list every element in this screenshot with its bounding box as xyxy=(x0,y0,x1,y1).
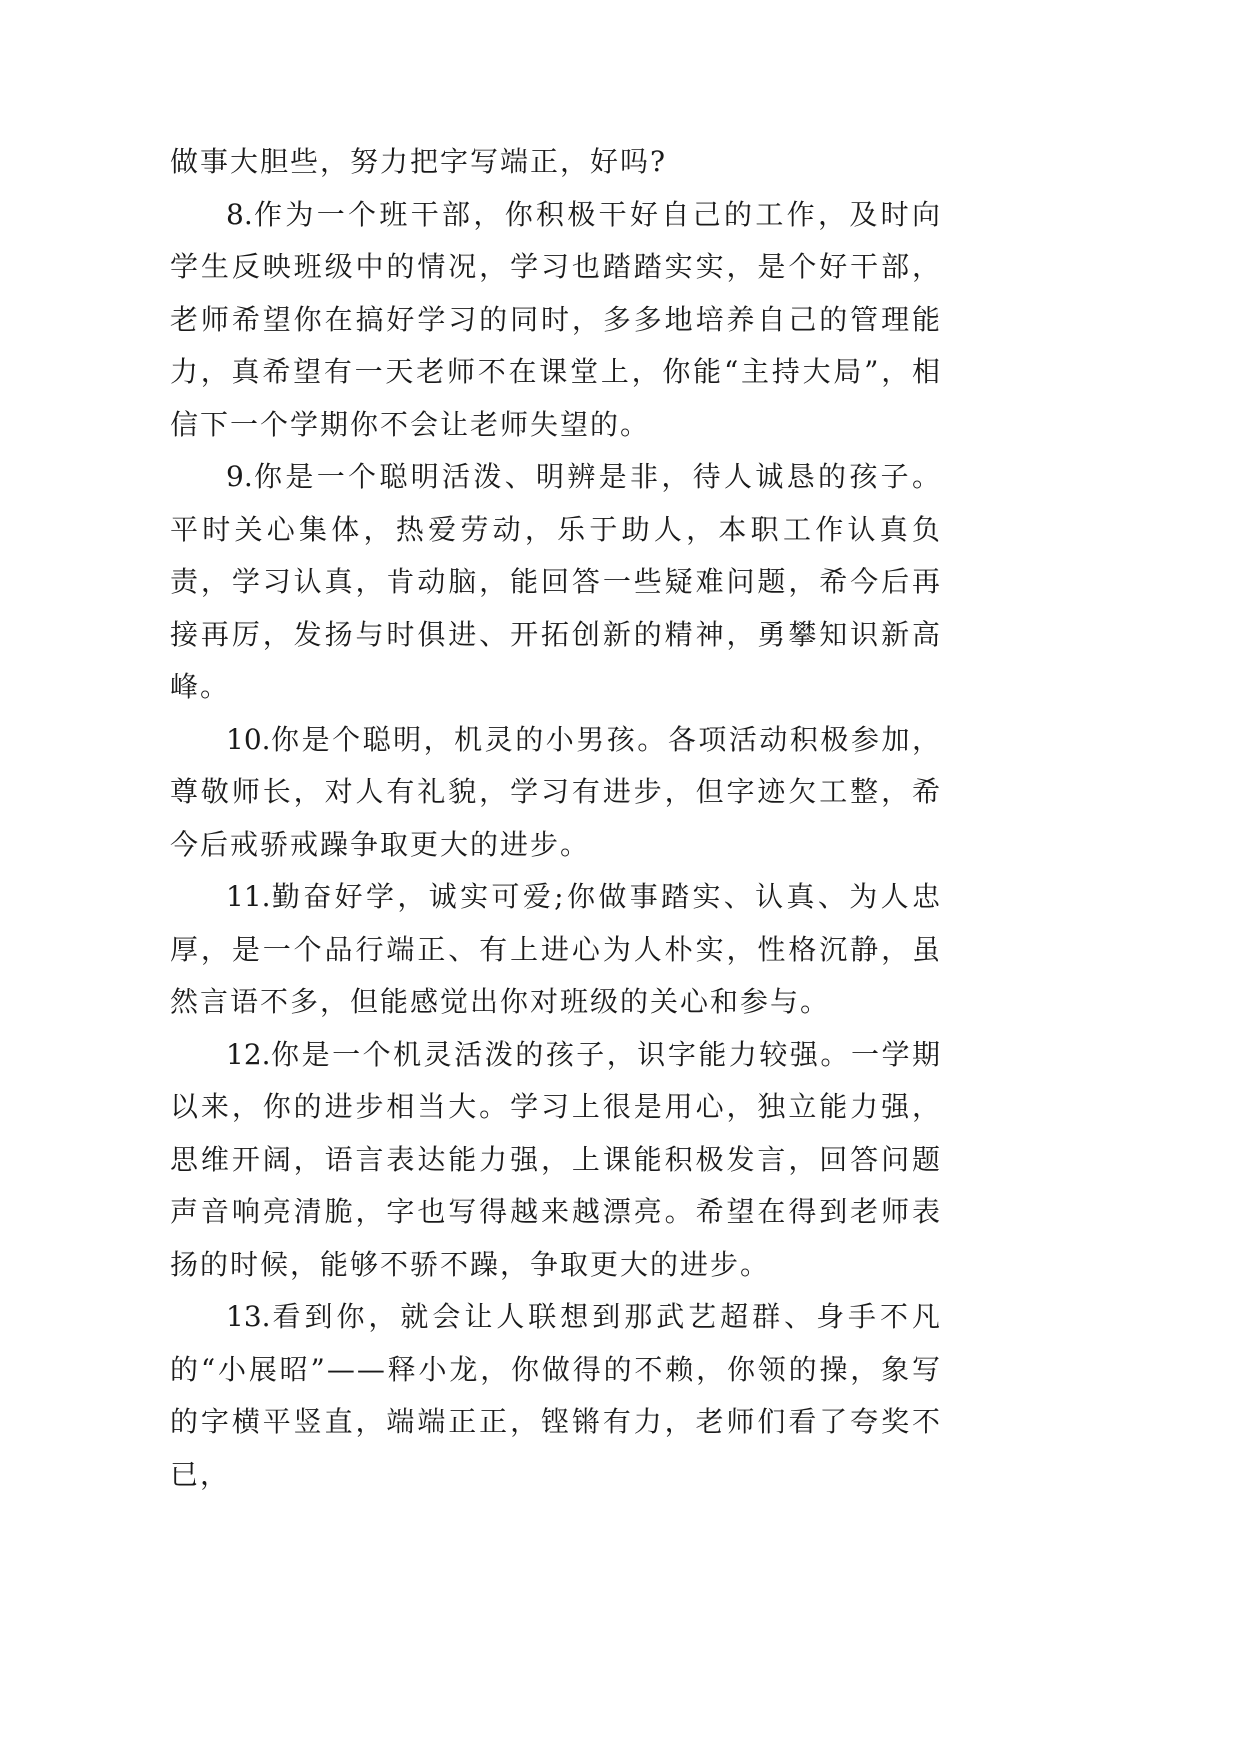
paragraph-continuation xyxy=(170,136,942,189)
document-body xyxy=(170,136,942,1501)
paragraph-item-12 xyxy=(170,1029,942,1292)
paragraph-number: 10. xyxy=(226,722,271,756)
paragraph-number: 8. xyxy=(226,197,253,231)
paragraph-number: 13. xyxy=(226,1300,271,1333)
paragraph-text: 你是一个聪明活泼、明辨是非，待人诚恳的孩子。平时关心集体，热爱劳动，乐于助人，本职工作认真负责，学习认真，肯动脑，能回答一些疑难问题，希今后再接再厉，发扬与时俱进、开拓创新的精神，勇攀知识新高峰。 xyxy=(170,460,942,703)
paragraph-number: 11. xyxy=(226,880,271,913)
paragraph-number: 12. xyxy=(226,1037,271,1071)
paragraph-item-11 xyxy=(170,871,942,1029)
paragraph-item-10 xyxy=(170,714,942,872)
paragraph-text: 作为一个班干部，你积极干好自己的工作，及时向学生反映班级中的情况，学习也踏踏实实，是个好干部，老师希望你在搞好学习的同时，多多地培养自己的管理能力，真希望有一天老师不在课堂上，你能“主持大局”，相信下一个学期你不会让老师失望的。 xyxy=(170,197,942,441)
paragraph-number: 9. xyxy=(226,460,253,493)
paragraph-text: 看到你，就会让人联想到那武艺超群、身手不凡的“小展昭”——释小龙，你做得的不赖，你领的操，象写的字横平竖直，端端正正，铿锵有力，老师们看了夸奖不已， xyxy=(170,1300,942,1491)
paragraph-text: 勤奋好学，诚实可爱;你做事踏实、认真、为人忠厚，是一个品行端正、有上进心为人朴实，性格沉静，虽然言语不多，但能感觉出你对班级的关心和参与。 xyxy=(170,880,942,1018)
paragraph-item-8 xyxy=(170,189,942,452)
paragraph-text: 你是一个机灵活泼的孩子，识字能力较强。一学期以来，你的进步相当大。学习上很是用心，独立能力强，思维开阔，语言表达能力强，上课能积极发言，回答问题声音响亮清脆，字也写得越来越漂亮。希望在得到老师表扬的时候，能够不骄不躁，争取更大的进步。 xyxy=(170,1037,942,1281)
paragraph-text: 你是个聪明，机灵的小男孩。各项活动积极参加，尊敬师长，对人有礼貌，学习有进步，但字迹欠工整，希今后戒骄戒躁争取更大的进步。 xyxy=(170,722,942,861)
paragraph-text: 做事大胆些，努力把字写端正，好吗? xyxy=(170,145,668,178)
paragraph-item-9 xyxy=(170,451,942,714)
paragraph-item-13 xyxy=(170,1291,942,1501)
